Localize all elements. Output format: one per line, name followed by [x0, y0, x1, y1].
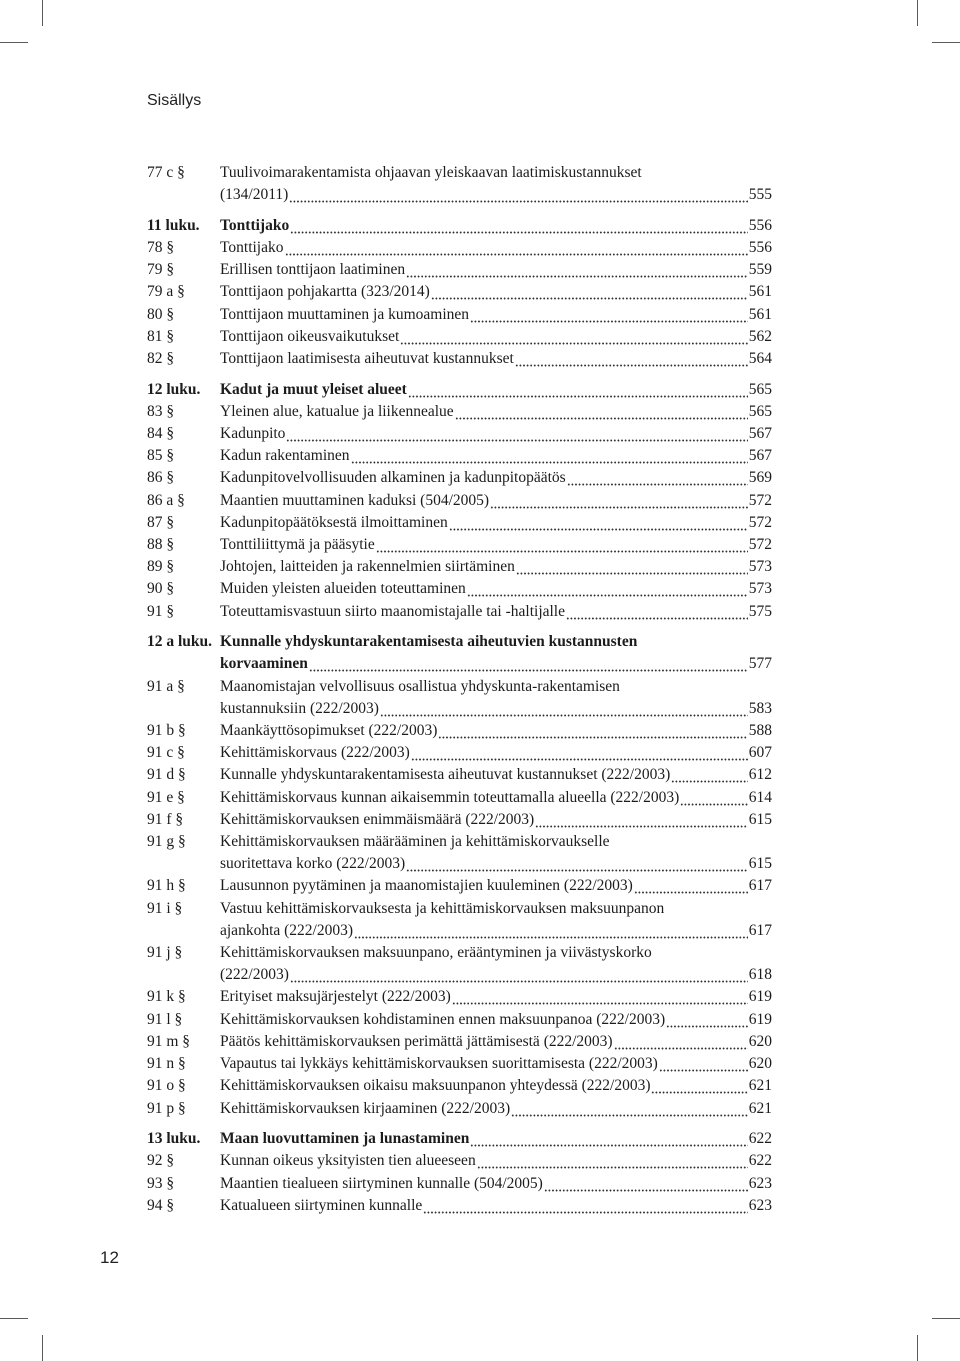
- toc-entry: [147, 445, 772, 467]
- toc-entry: [147, 787, 772, 809]
- crop-mark: [932, 1318, 960, 1319]
- page-reference: 615: [748, 810, 772, 828]
- section-number: 90 §: [147, 580, 175, 598]
- section-number: 92 §: [147, 1152, 175, 1170]
- section-number: 91 §: [147, 602, 175, 620]
- toc-entry: [147, 281, 772, 303]
- section-number: 91 i §: [147, 899, 183, 917]
- entry-title: Toteuttamisvastuun siirto maanomistajalle tai -haltijalle: [220, 602, 565, 620]
- page-reference: 618: [748, 966, 772, 984]
- dot-leader: [452, 986, 748, 1008]
- dot-leader: [309, 653, 748, 675]
- dot-leader: [477, 1150, 748, 1172]
- page-reference: 623: [748, 1174, 772, 1192]
- section-number: 84 §: [147, 425, 175, 443]
- page-reference: 614: [748, 788, 772, 806]
- entry-title: Tonttijaon muuttaminen ja kumoaminen: [220, 305, 470, 323]
- section-number: 93 §: [147, 1174, 175, 1192]
- dot-leader: [544, 1173, 748, 1195]
- toc-entry: [147, 348, 772, 370]
- dot-leader: [490, 490, 748, 512]
- section-number: 91 h §: [147, 877, 186, 895]
- page-number: 12: [100, 1248, 119, 1267]
- entry-title: ajankohta (222/2003): [220, 921, 354, 939]
- running-head: Sisällys: [147, 92, 202, 109]
- page-reference: 619: [748, 988, 772, 1006]
- entry-title: Kadunpito: [220, 425, 286, 443]
- dot-leader: [449, 512, 748, 534]
- section-number: 91 a §: [147, 677, 185, 695]
- dot-leader: [289, 184, 747, 206]
- crop-mark: [0, 42, 28, 43]
- page-reference: 572: [748, 513, 772, 531]
- dot-leader: [666, 1009, 748, 1031]
- section-number: 91 p §: [147, 1099, 186, 1117]
- dot-leader: [431, 281, 748, 303]
- toc-entry: [147, 162, 772, 206]
- section-number: 80 §: [147, 305, 175, 323]
- section-number: 79 §: [147, 261, 175, 279]
- entry-title: suoritettava korko (222/2003): [220, 855, 406, 873]
- page-reference: 615: [748, 855, 772, 873]
- toc-chapter: [147, 631, 772, 675]
- section-number: 91 e §: [147, 788, 185, 806]
- entry-title: Tonttiliittymä ja pääsytie: [220, 536, 375, 554]
- section-number: 91 d §: [147, 766, 186, 784]
- entry-title: Maankäyttösopimukset (222/2003): [220, 722, 438, 740]
- page-reference: 564: [748, 350, 772, 368]
- crop-mark: [0, 1318, 28, 1319]
- toc-entry: [147, 512, 772, 534]
- entry-title: Erillisen tonttijaon laatiminen: [220, 261, 406, 279]
- section-number: 91 f §: [147, 810, 184, 828]
- dot-leader: [614, 1031, 748, 1053]
- section-number: 85 §: [147, 447, 175, 465]
- crop-mark: [917, 1335, 918, 1361]
- page-reference: 561: [748, 283, 772, 301]
- page-reference: 621: [748, 1077, 772, 1095]
- dot-leader: [671, 764, 747, 786]
- dot-leader: [515, 348, 748, 370]
- toc-chapter: [147, 379, 772, 401]
- crop-mark: [42, 0, 43, 26]
- entry-title: Maanomistajan velvollisuus osallistua yhdyskunta-rakentamisen: [220, 677, 620, 695]
- dot-leader: [634, 875, 748, 897]
- toc-entry: [147, 875, 772, 897]
- dot-leader: [376, 534, 748, 556]
- entry-title: Johtojen, laitteiden ja rakennelmien siirtäminen: [220, 558, 515, 576]
- section-number: 78 §: [147, 239, 175, 256]
- toc-entry: [147, 1031, 772, 1053]
- dot-leader: [290, 215, 748, 237]
- crop-mark: [42, 1335, 43, 1361]
- toc-entry: [147, 401, 772, 423]
- entry-title: Päätös kehittämiskorvauksen perimättä jättämisestä (222/2003): [220, 1032, 613, 1050]
- toc-entry: [147, 556, 772, 578]
- page-reference: 620: [748, 1032, 772, 1050]
- section-number: 86 §: [147, 469, 175, 487]
- dot-leader: [470, 1128, 747, 1150]
- section-number: 12 a luku.: [147, 633, 213, 651]
- section-number: 86 a §: [147, 491, 185, 509]
- page-reference: 573: [748, 580, 772, 598]
- toc-entry: [147, 1053, 772, 1075]
- entry-title: Maan luovuttaminen ja lunastaminen: [220, 1130, 470, 1148]
- entry-title: Tuulivoimarakentamista ohjaavan yleiskaavan laatimiskustannukset: [220, 164, 642, 181]
- page-reference: 607: [748, 744, 772, 762]
- entry-title: Erityiset maksujärjestelyt (222/2003): [220, 988, 451, 1006]
- page-reference: 617: [748, 877, 772, 895]
- dot-leader: [651, 1075, 747, 1097]
- toc-entry: [147, 942, 772, 986]
- section-number: 88 §: [147, 536, 175, 554]
- dot-leader: [680, 787, 747, 809]
- section-number: 91 o §: [147, 1077, 186, 1095]
- entry-title: Kunnalle yhdyskuntarakentamisesta aiheutuvien kustannusten: [220, 633, 638, 651]
- section-number: 91 l §: [147, 1010, 183, 1028]
- dot-leader: [351, 445, 748, 467]
- entry-title: Kadun rakentaminen: [220, 447, 350, 465]
- entry-title: Kadut ja muut yleiset alueet: [220, 380, 407, 398]
- toc-entry: [147, 259, 772, 281]
- toc-entry: [147, 534, 772, 556]
- page-reference: 588: [748, 722, 772, 740]
- crop-mark: [917, 0, 918, 26]
- page-reference: 623: [748, 1196, 772, 1214]
- section-number: 89 §: [147, 558, 175, 576]
- entry-title: Kehittämiskorvauksen määrääminen ja kehittämiskorvaukselle: [220, 833, 610, 851]
- entry-title: Kadunpitopäätöksestä ilmoittaminen: [220, 513, 448, 531]
- toc-entry: [147, 237, 772, 259]
- page-reference: 565: [748, 402, 772, 420]
- page-reference: 620: [748, 1055, 772, 1073]
- dot-leader: [406, 853, 748, 875]
- toc-entry: [147, 1150, 772, 1172]
- page-reference: 575: [748, 602, 772, 620]
- page-reference: 556: [748, 216, 772, 234]
- entry-title: Tonttijaon pohjakartta (323/2014): [220, 283, 430, 301]
- toc-entry: [147, 490, 772, 512]
- dot-leader: [423, 1195, 747, 1217]
- toc-entry: [147, 1009, 772, 1031]
- toc-entry: [147, 676, 772, 720]
- entry-title: (222/2003): [220, 966, 289, 984]
- section-number: 91 b §: [147, 722, 186, 740]
- dot-leader: [659, 1053, 748, 1075]
- dot-leader: [400, 326, 747, 348]
- section-number: 91 j §: [147, 944, 183, 962]
- section-number: 81 §: [147, 327, 175, 345]
- dot-leader: [516, 556, 748, 578]
- toc-entry: [147, 423, 772, 445]
- entry-title: Maantien muuttaminen kaduksi (504/2005): [220, 491, 490, 509]
- entry-title: Maantien tiealueen siirtyminen kunnalle (504/2005): [220, 1174, 543, 1192]
- page-reference: 577: [748, 655, 772, 673]
- crop-mark: [932, 42, 960, 43]
- toc-entry: [147, 986, 772, 1008]
- toc-entry: [147, 831, 772, 875]
- page-reference: 567: [748, 447, 772, 465]
- toc-chapter: [147, 1128, 772, 1150]
- section-number: 77 c §: [147, 164, 185, 181]
- toc-entry: [147, 467, 772, 489]
- dot-leader: [455, 401, 748, 423]
- toc-entry: [147, 720, 772, 742]
- entry-title: Kadunpitovelvollisuuden alkaminen ja kadunpitopäätös: [220, 469, 566, 487]
- toc-entry: [147, 1075, 772, 1097]
- dot-leader: [286, 423, 747, 445]
- dot-leader: [285, 237, 748, 259]
- entry-title: Kunnan oikeus yksityisten tien alueeseen: [220, 1152, 476, 1170]
- entry-title: Tonttijaon oikeusvaikutukset: [220, 327, 400, 345]
- dot-leader: [354, 920, 748, 942]
- dot-leader: [290, 964, 748, 986]
- section-number: 82 §: [147, 350, 175, 368]
- entry-title: Tonttijako: [220, 216, 290, 234]
- entry-title: Tonttijako: [220, 239, 284, 256]
- page-reference: 583: [748, 699, 772, 717]
- section-number: 11 luku.: [147, 216, 200, 234]
- page-reference: 559: [748, 261, 772, 279]
- table-of-contents: [147, 162, 772, 1217]
- entry-title: Kehittämiskorvauksen kirjaaminen (222/2003): [220, 1099, 511, 1117]
- page-reference: 555: [748, 186, 772, 204]
- page-reference: 569: [748, 469, 772, 487]
- entry-title: (134/2011): [220, 186, 289, 204]
- page-reference: 619: [748, 1010, 772, 1028]
- page-reference: 565: [748, 380, 772, 398]
- page-reference: 562: [748, 327, 772, 345]
- toc-entry: [147, 326, 772, 348]
- toc-entry: [147, 304, 772, 326]
- page-reference: 612: [748, 766, 772, 784]
- page-reference: 572: [748, 491, 772, 509]
- toc-entry: [147, 898, 772, 942]
- toc-entry: [147, 1098, 772, 1120]
- toc-entry: [147, 1195, 772, 1217]
- section-number: 79 a §: [147, 283, 185, 301]
- dot-leader: [438, 720, 747, 742]
- section-number: 91 g §: [147, 833, 186, 851]
- entry-title: Kehittämiskorvaus kunnan aikaisemmin toteuttamalla alueella (222/2003): [220, 788, 680, 806]
- toc-chapter: [147, 215, 772, 237]
- entry-title: Kunnalle yhdyskuntarakentamisesta aiheutuvat kustannukset (222/2003): [220, 766, 671, 784]
- section-number: 83 §: [147, 402, 175, 420]
- page-reference: 572: [748, 536, 772, 554]
- section-number: 12 luku.: [147, 380, 201, 398]
- dot-leader: [511, 1098, 748, 1120]
- section-number: 91 c §: [147, 744, 185, 762]
- dot-leader: [380, 698, 748, 720]
- entry-title: Kehittämiskorvauksen kohdistaminen ennen maksuunpanoa (222/2003): [220, 1010, 666, 1028]
- toc-entry: [147, 742, 772, 764]
- page-reference: 621: [748, 1099, 772, 1117]
- toc-entry: [147, 601, 772, 623]
- entry-title: Kehittämiskorvauksen enimmäismäärä (222/2003): [220, 810, 535, 828]
- page-reference: 617: [748, 921, 772, 939]
- section-number: 91 m §: [147, 1032, 191, 1050]
- page-reference: 567: [748, 425, 772, 443]
- entry-title: Vastuu kehittämiskorvauksesta ja kehittämiskorvauksen maksuunpanon: [220, 899, 665, 917]
- entry-title: Kehittämiskorvauksen maksuunpano, erääntyminen ja viivästyskorko: [220, 944, 652, 962]
- entry-title: Kehittämiskorvaus (222/2003): [220, 744, 410, 762]
- dot-leader: [406, 259, 748, 281]
- toc-entry: [147, 1173, 772, 1195]
- dot-leader: [567, 467, 748, 489]
- entry-title: korvaaminen: [220, 655, 308, 673]
- page-reference: 561: [748, 305, 772, 323]
- page-reference: 622: [748, 1152, 772, 1170]
- toc-entry: [147, 578, 772, 600]
- entry-title: Muiden yleisten alueiden toteuttaminen: [220, 580, 466, 598]
- section-number: 13 luku.: [147, 1130, 201, 1148]
- entry-title: Lausunnon pyytäminen ja maanomistajien kuuleminen (222/2003): [220, 877, 633, 895]
- entry-title: Tonttijaon laatimisesta aiheutuvat kustannukset: [220, 350, 514, 368]
- dot-leader: [566, 601, 748, 623]
- dot-leader: [535, 809, 748, 831]
- page-reference: 556: [748, 239, 772, 256]
- section-number: 91 k §: [147, 988, 186, 1006]
- toc-entry: [147, 809, 772, 831]
- dot-leader: [470, 304, 748, 326]
- section-number: 94 §: [147, 1196, 175, 1214]
- entry-title: Katualueen siirtyminen kunnalle: [220, 1196, 423, 1214]
- page-reference: 573: [748, 558, 772, 576]
- entry-title: Yleinen alue, katualue ja liikennealue: [220, 402, 454, 420]
- page-reference: 622: [748, 1130, 772, 1148]
- dot-leader: [408, 379, 748, 401]
- entry-title: Kehittämiskorvauksen oikaisu maksuunpanon yhteydessä (222/2003): [220, 1077, 651, 1095]
- entry-title: Vapautus tai lykkäys kehittämiskorvauksen suorittamisesta (222/2003): [220, 1055, 658, 1073]
- toc-entry: [147, 764, 772, 786]
- entry-title: kustannuksiin (222/2003): [220, 699, 379, 717]
- section-number: 87 §: [147, 513, 175, 531]
- dot-leader: [411, 742, 748, 764]
- dot-leader: [467, 578, 748, 600]
- section-number: 91 n §: [147, 1055, 186, 1073]
